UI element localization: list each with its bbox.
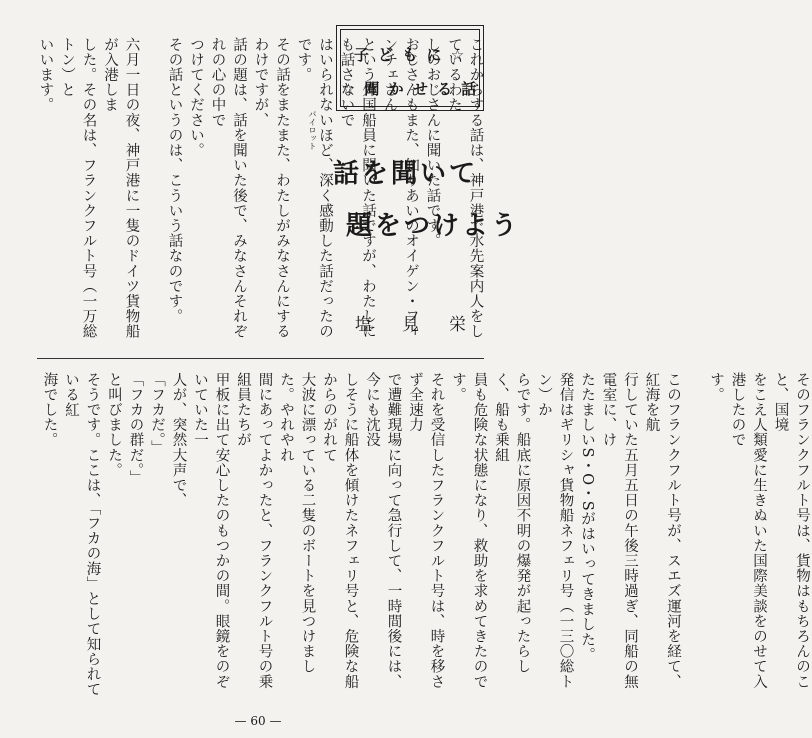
title-line-2: 題をつけよう <box>346 211 521 241</box>
page-number: — 60 — <box>234 714 282 728</box>
pilot-ruby: パイロット <box>308 110 317 150</box>
author-name: 塩見栄 <box>355 315 496 335</box>
section-divider <box>37 358 484 359</box>
series-line-1: 子 ど も に ☆ <box>353 46 467 64</box>
article-bottom-columns: そのフランクフルト号は、貨物はもちろんのこと、国境 をこえ人類愛に生きぬいた国際美談をのせて入港したので す。 このフランクフルト号が、スエズ運河を経て、紅海を航 行していた五月五日の午後三時過ぎ、同船の無電室に、け たたましいS・O・Sがはいってきました。 発信はギリシャ貨物船ネフェリ号（一三〇総トン）か らです。船底に原因不明の爆発が起ったらしく、船も乗組 員も危険な状態になり、救助を求めてきたのです。 それを受信したフランクフルト号は、時を移さず全速力 で遭難現場に向って急行して、一時間後には、今にも沈没 しそうに船体を傾けたネフェリ号と、危険な船からのがれて 大波に漂っている二隻のボートを見つけました。やれやれ 間にあってよかったと、フランクフルト号の乗組員たちが 甲板に出て安心したのもつかの間。眼鏡をのぞいていた一 人が、突然大声で、 「フカだ。」 「フカの群だ。」 と叫びました。 そうです。ここは、「フカの海」として知られている紅 海でした。 <box>41 372 810 697</box>
title-line-1: 話を聞いて <box>333 159 479 189</box>
series-line-2: ☆ 聞 か せ る 話 <box>341 80 479 98</box>
article-top-columns: これからする話は、神戸港で水先案内人をしているわた しのおじさんに聞いた話です。 おじさんもまた、知りあいのオイゲン・フィンチェさん という外国船員に聞いた話ですが、わたしにも話さないで はいられないほど、深く感動した話だったのです。 その話をまたまた、わたしがみなさんにするわけですが、 話の題は、話を聞いた後で、みなさんそれぞれの心の中で つけてください。 その話というのは、こういう話なのです。 六月一日の夜、神戸港に一隻のドイツ貨物船が入港しま した。その名は、フランクフルト号（一万総トン）と いいます。 <box>37 37 484 339</box>
